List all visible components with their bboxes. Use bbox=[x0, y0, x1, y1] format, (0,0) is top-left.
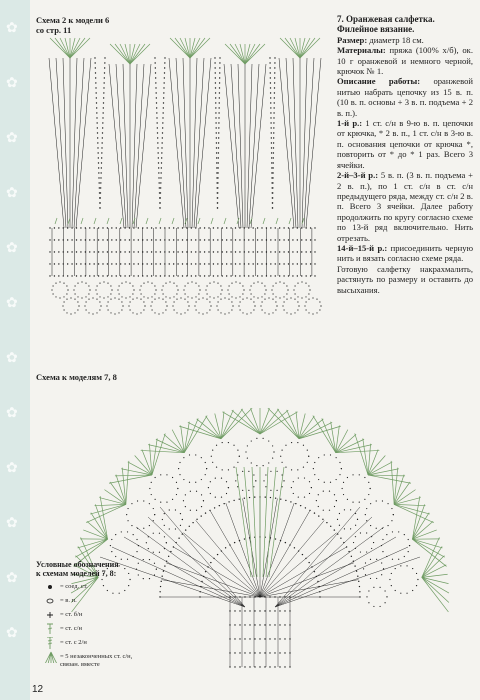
legend-item bbox=[36, 609, 136, 623]
final-paragraph: Готовую салфетку накрахмалить, растянуть по размеру и оставить до высыхания. bbox=[337, 263, 473, 295]
materials-paragraph bbox=[337, 45, 473, 76]
legend-title-line2: к схемам моделей 7, 8: bbox=[36, 569, 117, 578]
flower-ornament-icon: ✿ bbox=[6, 75, 18, 91]
legend-item-label: = соед. ст. bbox=[60, 583, 88, 590]
flower-ornament-icon: ✿ bbox=[6, 130, 18, 146]
flower-ornament-icon: ✿ bbox=[6, 240, 18, 256]
description-text: оранжевой нитью набрать цепочку из 15 в. п. (10 в. п. основы + 3 в. п. подъема + 2 в. п.). bbox=[337, 76, 473, 118]
size-paragraph bbox=[337, 35, 473, 45]
flower-ornament-icon: ✿ bbox=[6, 295, 18, 311]
legend-item bbox=[36, 581, 136, 595]
legend-item bbox=[36, 651, 136, 675]
single-crochet-icon bbox=[42, 609, 58, 621]
chain-stitch-icon bbox=[42, 595, 58, 607]
legend-item-label: = в. п. bbox=[60, 597, 77, 604]
row1-label: 1-й р.: bbox=[337, 118, 363, 129]
flower-ornament-icon: ✿ bbox=[6, 460, 18, 476]
materials-text: пряжа (100% х/б), ок. 10 г оранжевой и немного черной, крючок № 1. bbox=[337, 45, 473, 77]
size-label: Размер: bbox=[337, 34, 368, 45]
legend-item-label: = ст. с 2/н bbox=[60, 639, 87, 646]
scheme-78-caption: Схема к моделям 7, 8 bbox=[36, 372, 117, 382]
flower-ornament-icon: ✿ bbox=[6, 515, 18, 531]
double-crochet-icon bbox=[42, 623, 58, 635]
legend-title-line1: Условные обозначения bbox=[36, 560, 119, 569]
size-text: диаметр 18 см. bbox=[369, 34, 424, 45]
description-label: Описание работы: bbox=[337, 76, 421, 87]
row1415-paragraph bbox=[337, 243, 473, 264]
row23-paragraph bbox=[337, 170, 473, 243]
row1415-label: 14-й–15-й р.: bbox=[337, 242, 388, 253]
stitch-legend bbox=[36, 560, 136, 675]
row23-text: 5 в. п. (3 в. п. подъема + 2 в. п.), по 1 ст. с/н в ст. с/н предыдущего ряда, между ст. с/н 2 в. п. Всего 3 ячейки. Далее работу продолжить по кругу согласно схеме по 13-й ряд включительно. Нить отрезать. bbox=[337, 170, 473, 243]
article-subtitle: Филейное вязание. bbox=[337, 24, 415, 35]
row1-text: 1 ст. с/н в 9-ю в. п. цепочки от крючка, * 2 в. п., 1 ст. с/н в 3-ю в. п. основания цепочки от крючка *, повторить от * до * 1 раз. Всего 3 ячейки. bbox=[337, 118, 473, 170]
legend-item-label: = ст. с/н bbox=[60, 625, 82, 632]
legend-item bbox=[36, 623, 136, 637]
flower-ornament-icon: ✿ bbox=[6, 20, 18, 36]
scheme-6-caption-line1: Схема 2 к модели 6 bbox=[36, 15, 110, 25]
row1415-text: присоединить черную нить и вязать согласно схеме ряда. bbox=[337, 242, 473, 264]
decorative-side-strip bbox=[0, 0, 30, 700]
scheme-6-caption-line2: со стр. 11 bbox=[36, 25, 72, 35]
page-number: 12 bbox=[32, 684, 44, 695]
legend-item-label: = ст. б/н bbox=[60, 611, 83, 618]
crochet-chart-scheme-6 bbox=[30, 28, 330, 348]
legend-item bbox=[36, 595, 136, 609]
article-text bbox=[337, 14, 473, 295]
row1-paragraph bbox=[337, 118, 473, 170]
treble-crochet-icon bbox=[42, 637, 58, 649]
slip-stitch-icon bbox=[42, 581, 58, 593]
flower-ornament-icon: ✿ bbox=[6, 185, 18, 201]
row23-label: 2-й–3-й р.: bbox=[337, 170, 379, 181]
flower-ornament-icon: ✿ bbox=[6, 570, 18, 586]
materials-label: Материалы: bbox=[337, 45, 386, 56]
cluster-icon bbox=[42, 651, 58, 663]
legend-item bbox=[36, 637, 136, 651]
description-paragraph bbox=[337, 76, 473, 118]
legend-item-label: = 5 незаконченных ст. с/н, связан. вместе bbox=[60, 653, 133, 668]
flower-ornament-icon: ✿ bbox=[6, 405, 18, 421]
flower-ornament-icon: ✿ bbox=[6, 625, 18, 641]
flower-ornament-icon: ✿ bbox=[6, 350, 18, 366]
article-title: 7. Оранжевая салфетка. bbox=[337, 14, 435, 24]
